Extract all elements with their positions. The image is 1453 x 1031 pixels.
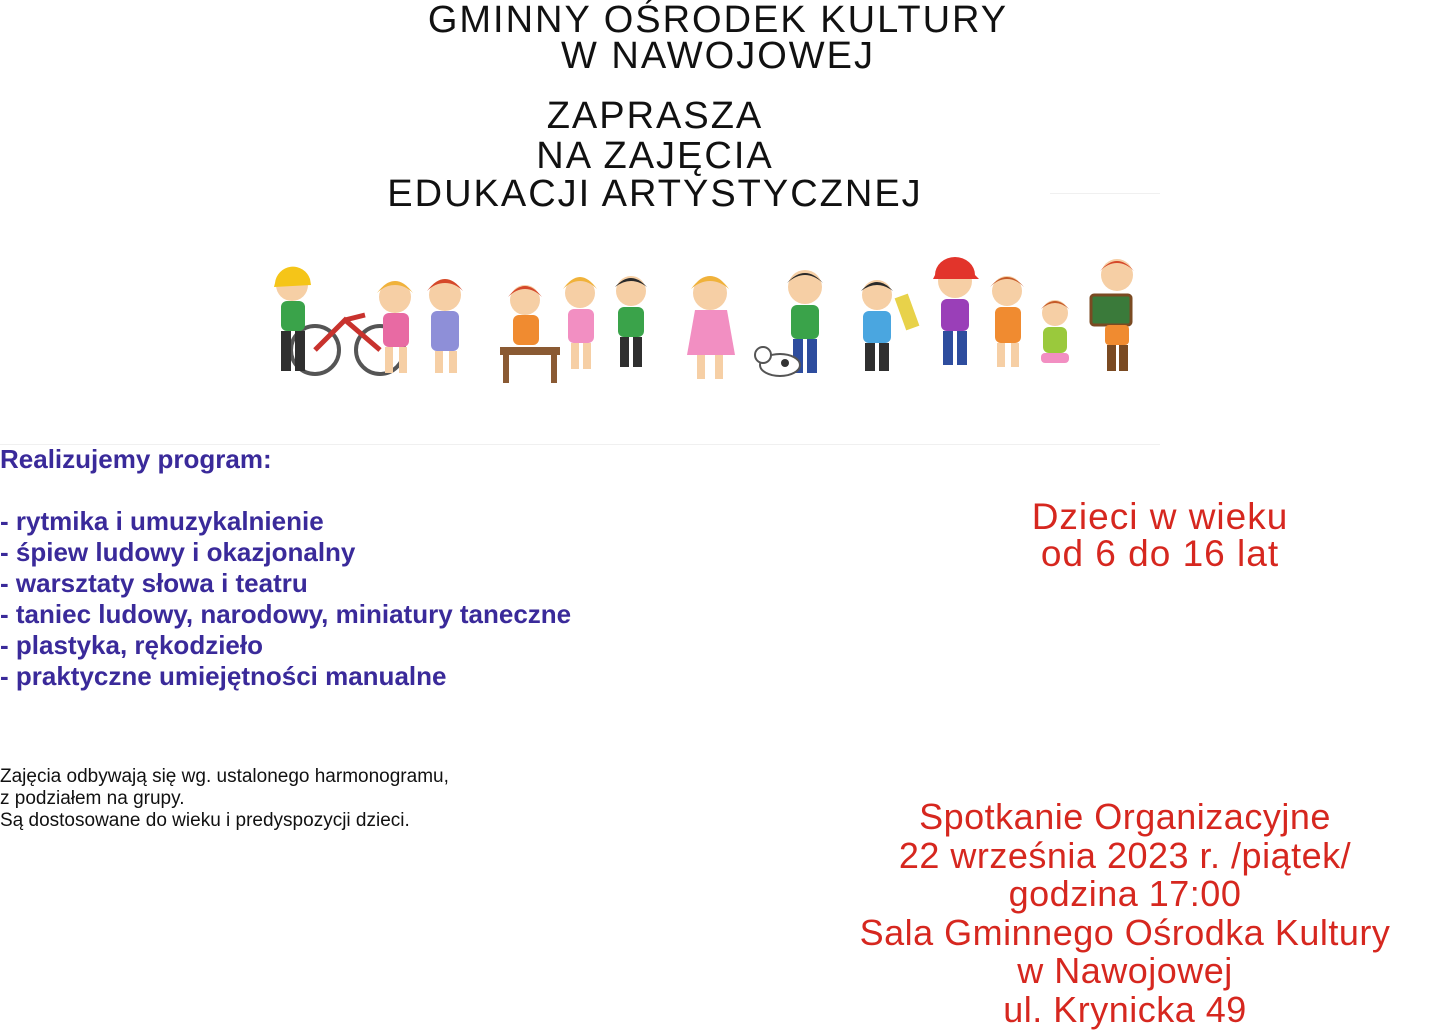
meeting-info [790,798,1453,1029]
program-item: - śpiew ludowy i okazjonalny [0,537,356,567]
two-girls [377,279,463,373]
age-line1: Dzieci w wieku [1031,496,1289,537]
invitation-line3: EDUKACJI ARTYSTYCZNEJ [387,173,923,215]
program-item: - rytmika i umuzykalnienie [0,506,324,536]
program-item: - plastyka, rękodzieło [0,630,263,660]
kids-group-three [687,270,823,379]
meeting-title: Spotkanie Organizacyjne [919,796,1331,837]
program-item: - warsztaty słowa i teatru [0,568,308,598]
organization-name-line1: GMINNY OŚRODEK KULTURY [427,0,1009,41]
invitation-line1: ZAPRASZA [546,95,764,137]
schedule-notes [0,766,449,832]
meeting-address: ul. Krynicka 49 [1003,988,1247,1030]
notes-line1: Zajęcia odbywają się wg. ustalonego harmonogramu, [0,766,449,787]
kids-group-two [500,276,647,383]
meeting-time: godzina 17:00 [1008,873,1242,914]
organization-name-line2: W NAWOJOWEJ [561,35,875,77]
divider [1050,193,1160,194]
children-group-illustration [255,255,1165,395]
invitation-line2: NA ZAJĘCIA [536,135,774,177]
meeting-town: w Nawojowej [1017,950,1233,991]
notes-line3: Są dostosowane do wieku i predyspozycji dzieci. [0,810,410,831]
age-line2: od 6 do 16 lat [1040,533,1280,574]
notes-line2: z podziałem na grupy. [0,788,185,809]
kids-group-four [861,257,1134,371]
program-section [0,444,571,692]
age-range-info [960,498,1360,572]
program-item: - taniec ludowy, narodowy, miniatury taneczne [0,599,572,629]
meeting-date: 22 września 2023 r. /piątek/ [898,834,1352,876]
program-heading: Realizujemy program: [0,444,272,474]
meeting-venue: Sala Gminnego Ośrodka Kultury [859,911,1391,953]
program-item: - praktyczne umiejętności manualne [0,661,447,691]
